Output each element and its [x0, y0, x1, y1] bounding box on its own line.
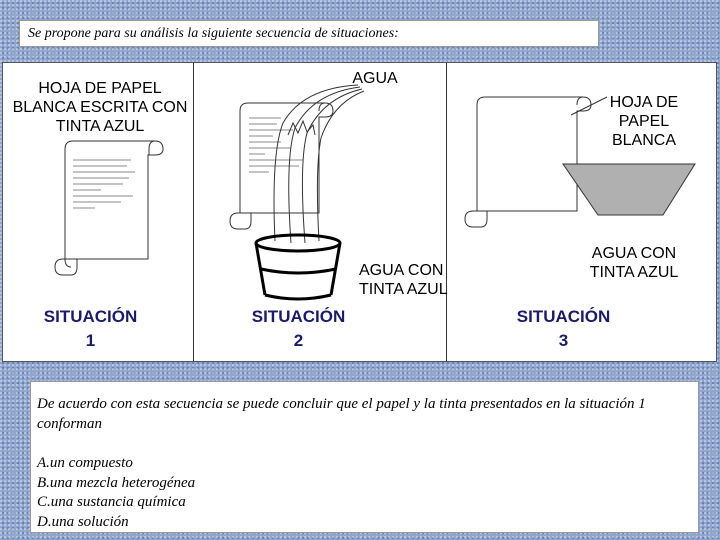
paper-label-1 [5, 79, 195, 136]
question-stem: De acuerdo con esta secuencia se puede concluir que el papel y la tinta presentados en la situación 1 conforman [37, 396, 646, 432]
scroll-written-paper [55, 141, 163, 275]
option-b[interactable]: B.una mezcla heterogénea [37, 474, 196, 491]
situation-3-label [506, 305, 621, 353]
water-label: AGUA [352, 70, 398, 87]
paper-label-3-line2: PAPEL [618, 113, 670, 130]
situation-2-title: SITUACIÓN [251, 307, 346, 326]
situation-1-label [33, 305, 148, 353]
paper-label-3-line1: HOJA DE [609, 94, 679, 111]
splash-mark [288, 121, 315, 135]
question-box [30, 381, 699, 533]
answer-options [37, 454, 195, 532]
option-a[interactable]: A.un compuesto [37, 455, 133, 471]
container-label-2-line2: TINTA AZUL [359, 281, 448, 298]
scroll-clean-paper [465, 97, 591, 227]
situation-2-label [241, 305, 356, 353]
paper-label-3-line3: BLANCA [611, 132, 677, 149]
bucket-container [256, 235, 340, 299]
situation-3-number: 3 [558, 331, 569, 350]
option-d[interactable]: D.una solución [37, 513, 129, 530]
page-title: Se propone para su análisis la siguiente secuencia de situaciones: [28, 26, 399, 41]
container-label-2-line1: AGUA CON [359, 262, 444, 279]
container-label-3-line2: TINTA AZUL [589, 264, 679, 281]
trapezoid-container [563, 164, 695, 215]
option-c[interactable]: C.una sustancia química [37, 494, 186, 510]
container-label-3-line1: AGUA CON [591, 245, 677, 262]
paper-label-1-line1: HOJA DE PAPEL [38, 80, 162, 97]
paper-label-3 [599, 93, 689, 150]
diagram-panel [2, 62, 717, 362]
situation-1-number: 1 [85, 331, 96, 350]
situation-3-title: SITUACIÓN [516, 307, 611, 326]
title-box [19, 20, 599, 47]
situation-2-number: 2 [293, 331, 304, 350]
situation-1-title: SITUACIÓN [43, 307, 138, 326]
container-label-2 [359, 261, 459, 299]
paper-label-1-line3: TINTA AZUL [55, 118, 145, 135]
scroll-writing-lines [73, 160, 135, 208]
container-label-3 [569, 244, 699, 282]
paper-label-1-line2: BLANCA ESCRITA CON [12, 99, 188, 116]
